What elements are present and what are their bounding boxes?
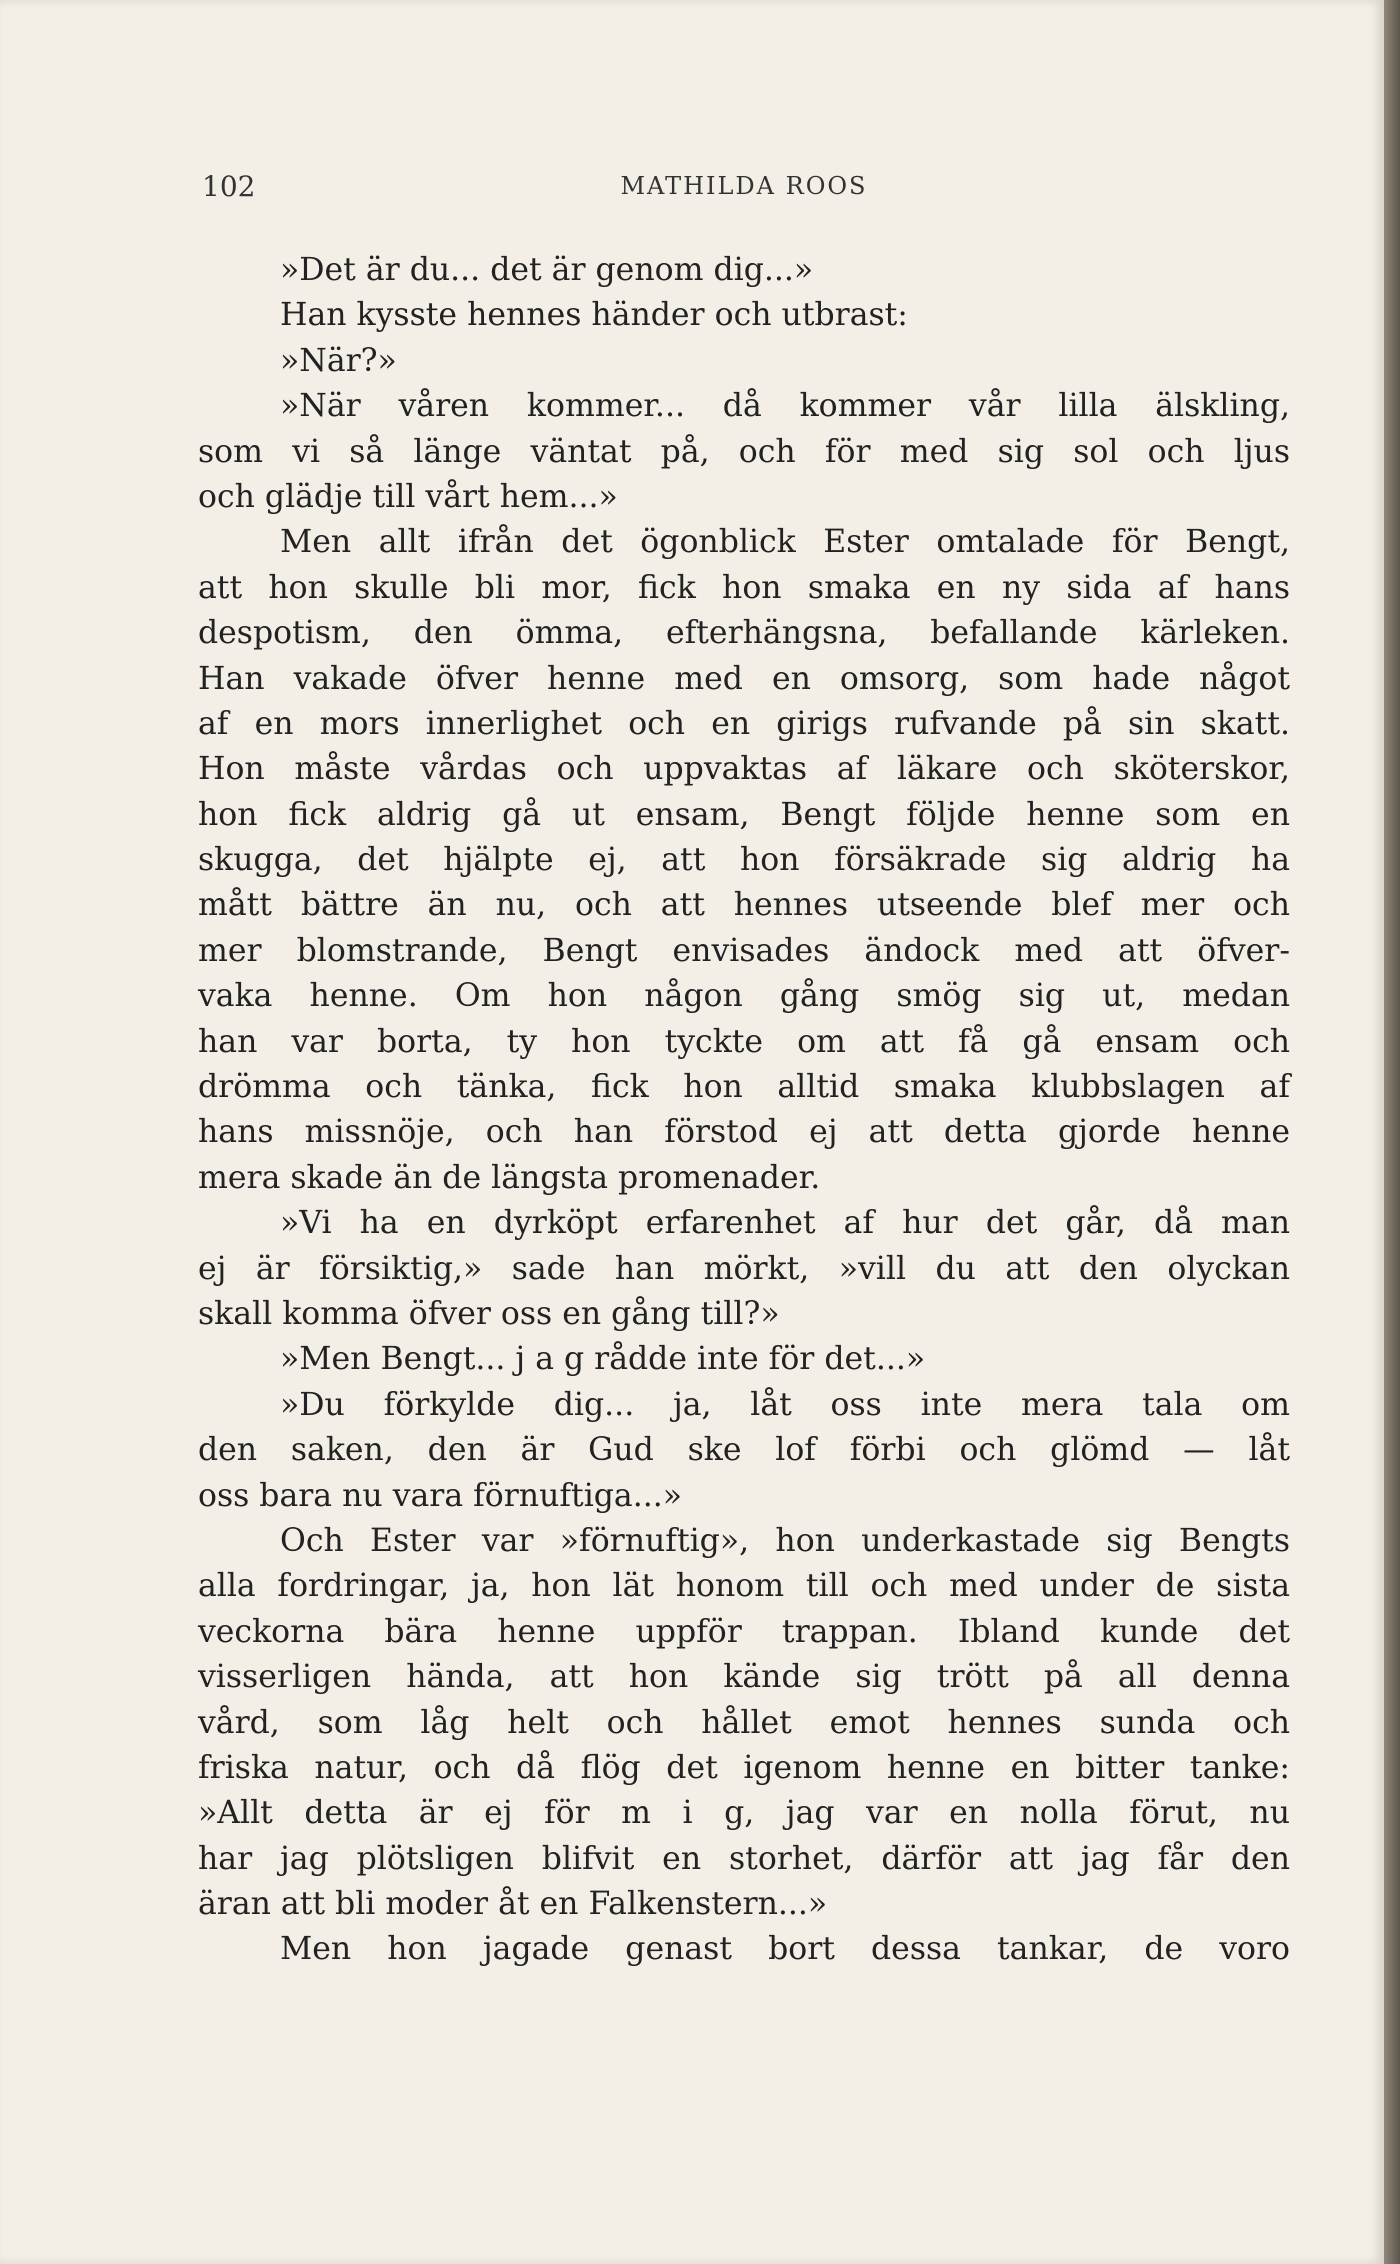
page-number: 102 <box>202 170 256 203</box>
text-line: Men allt ifrån det ögonblick Ester omtalade för Bengt, <box>280 524 1290 561</box>
text-line: att hon skulle bli mor, fick hon smaka en ny sida af hans <box>198 569 1290 606</box>
text-line: »Men Bengt... j a g rådde inte för det...» <box>280 1341 926 1378</box>
text-line: drömma och tänka, fick hon alltid smaka klubbslagen af <box>198 1069 1290 1106</box>
running-head: MATHILDA ROOS <box>620 172 868 200</box>
text-line: äran att bli moder åt en Falkenstern...» <box>198 1886 828 1923</box>
text-line: Hon måste vårdas och uppvaktas af läkare och sköterskor, <box>198 751 1290 788</box>
text-line: den saken, den är Gud ske lof förbi och glömd — låt <box>198 1432 1290 1469</box>
text-line: han var borta, ty hon tyckte om att få gå ensam och <box>198 1023 1290 1060</box>
text-line: friska natur, och då flög det igenom henne en bitter tanke: <box>198 1749 1290 1786</box>
text-line: »När?» <box>280 342 397 379</box>
text-line: mått bättre än nu, och att hennes utseende blef mer och <box>198 887 1290 924</box>
text-line: skugga, det hjälpte ej, att hon försäkrade sig aldrig ha <box>198 842 1290 879</box>
text-line: »När våren kommer... då kommer vår lilla älskling, <box>280 388 1290 425</box>
text-line: »Vi ha en dyrköpt erfarenhet af hur det går, då man <box>280 1205 1290 1242</box>
text-line: »Det är du... det är genom dig...» <box>280 252 814 288</box>
text-line: skall komma öfver oss en gång till?» <box>198 1295 780 1332</box>
text-line: visserligen hända, att hon kände sig trött på all denna <box>198 1659 1290 1696</box>
text-line: har jag plötsligen blifvit en storhet, därför att jag får den <box>198 1840 1290 1877</box>
text-line: alla fordringar, ja, hon lät honom till och med under de sista <box>198 1568 1290 1605</box>
text-line: despotism, den ömma, efterhängsna, befallande kärleken. <box>198 615 1290 652</box>
text-line: oss bara nu vara förnuftiga...» <box>198 1477 683 1514</box>
text-line: mer blomstrande, Bengt envisades ändock med att öfver- <box>198 932 1290 969</box>
text-line: »Allt detta är ej för m i g, jag var en nolla förut, nu <box>198 1795 1290 1832</box>
text-line: ej är försiktig,» sade han mörkt, »vill du att den olyckan <box>198 1250 1290 1287</box>
body-text <box>198 248 1290 1973</box>
text-line: af en mors innerlighet och en girigs rufvande på sin skatt. <box>198 705 1290 742</box>
text-line: Och Ester var »förnuftig», hon underkastade sig Bengts <box>280 1522 1290 1559</box>
text-line: veckorna bära henne uppför trappan. Ibland kunde det <box>198 1613 1290 1650</box>
text-line: Men hon jagade genast bort dessa tankar, de voro <box>280 1931 1290 1968</box>
text-line: mera skade än de längsta promenader. <box>198 1159 821 1196</box>
text-line: som vi så länge väntat på, och för med sig sol och ljus <box>198 433 1290 470</box>
page-header <box>198 170 1290 210</box>
text-line: vaka henne. Om hon någon gång smög sig ut, medan <box>198 978 1290 1015</box>
text-line: Han kysste hennes händer och utbrast: <box>280 297 908 334</box>
text-line: och glädje till vårt hem...» <box>198 478 618 515</box>
text-line: »Du förkylde dig... ja, låt oss inte mera tala om <box>280 1386 1290 1423</box>
text-line: vård, som låg helt och hållet emot hennes sunda och <box>198 1704 1290 1741</box>
text-line: hans missnöje, och han förstod ej att detta gjorde henne <box>198 1114 1290 1151</box>
text-line: Han vakade öfver henne med en omsorg, som hade något <box>198 660 1290 697</box>
text-line: hon fick aldrig gå ut ensam, Bengt följde henne som en <box>198 796 1290 833</box>
book-edge <box>1384 0 1400 2264</box>
